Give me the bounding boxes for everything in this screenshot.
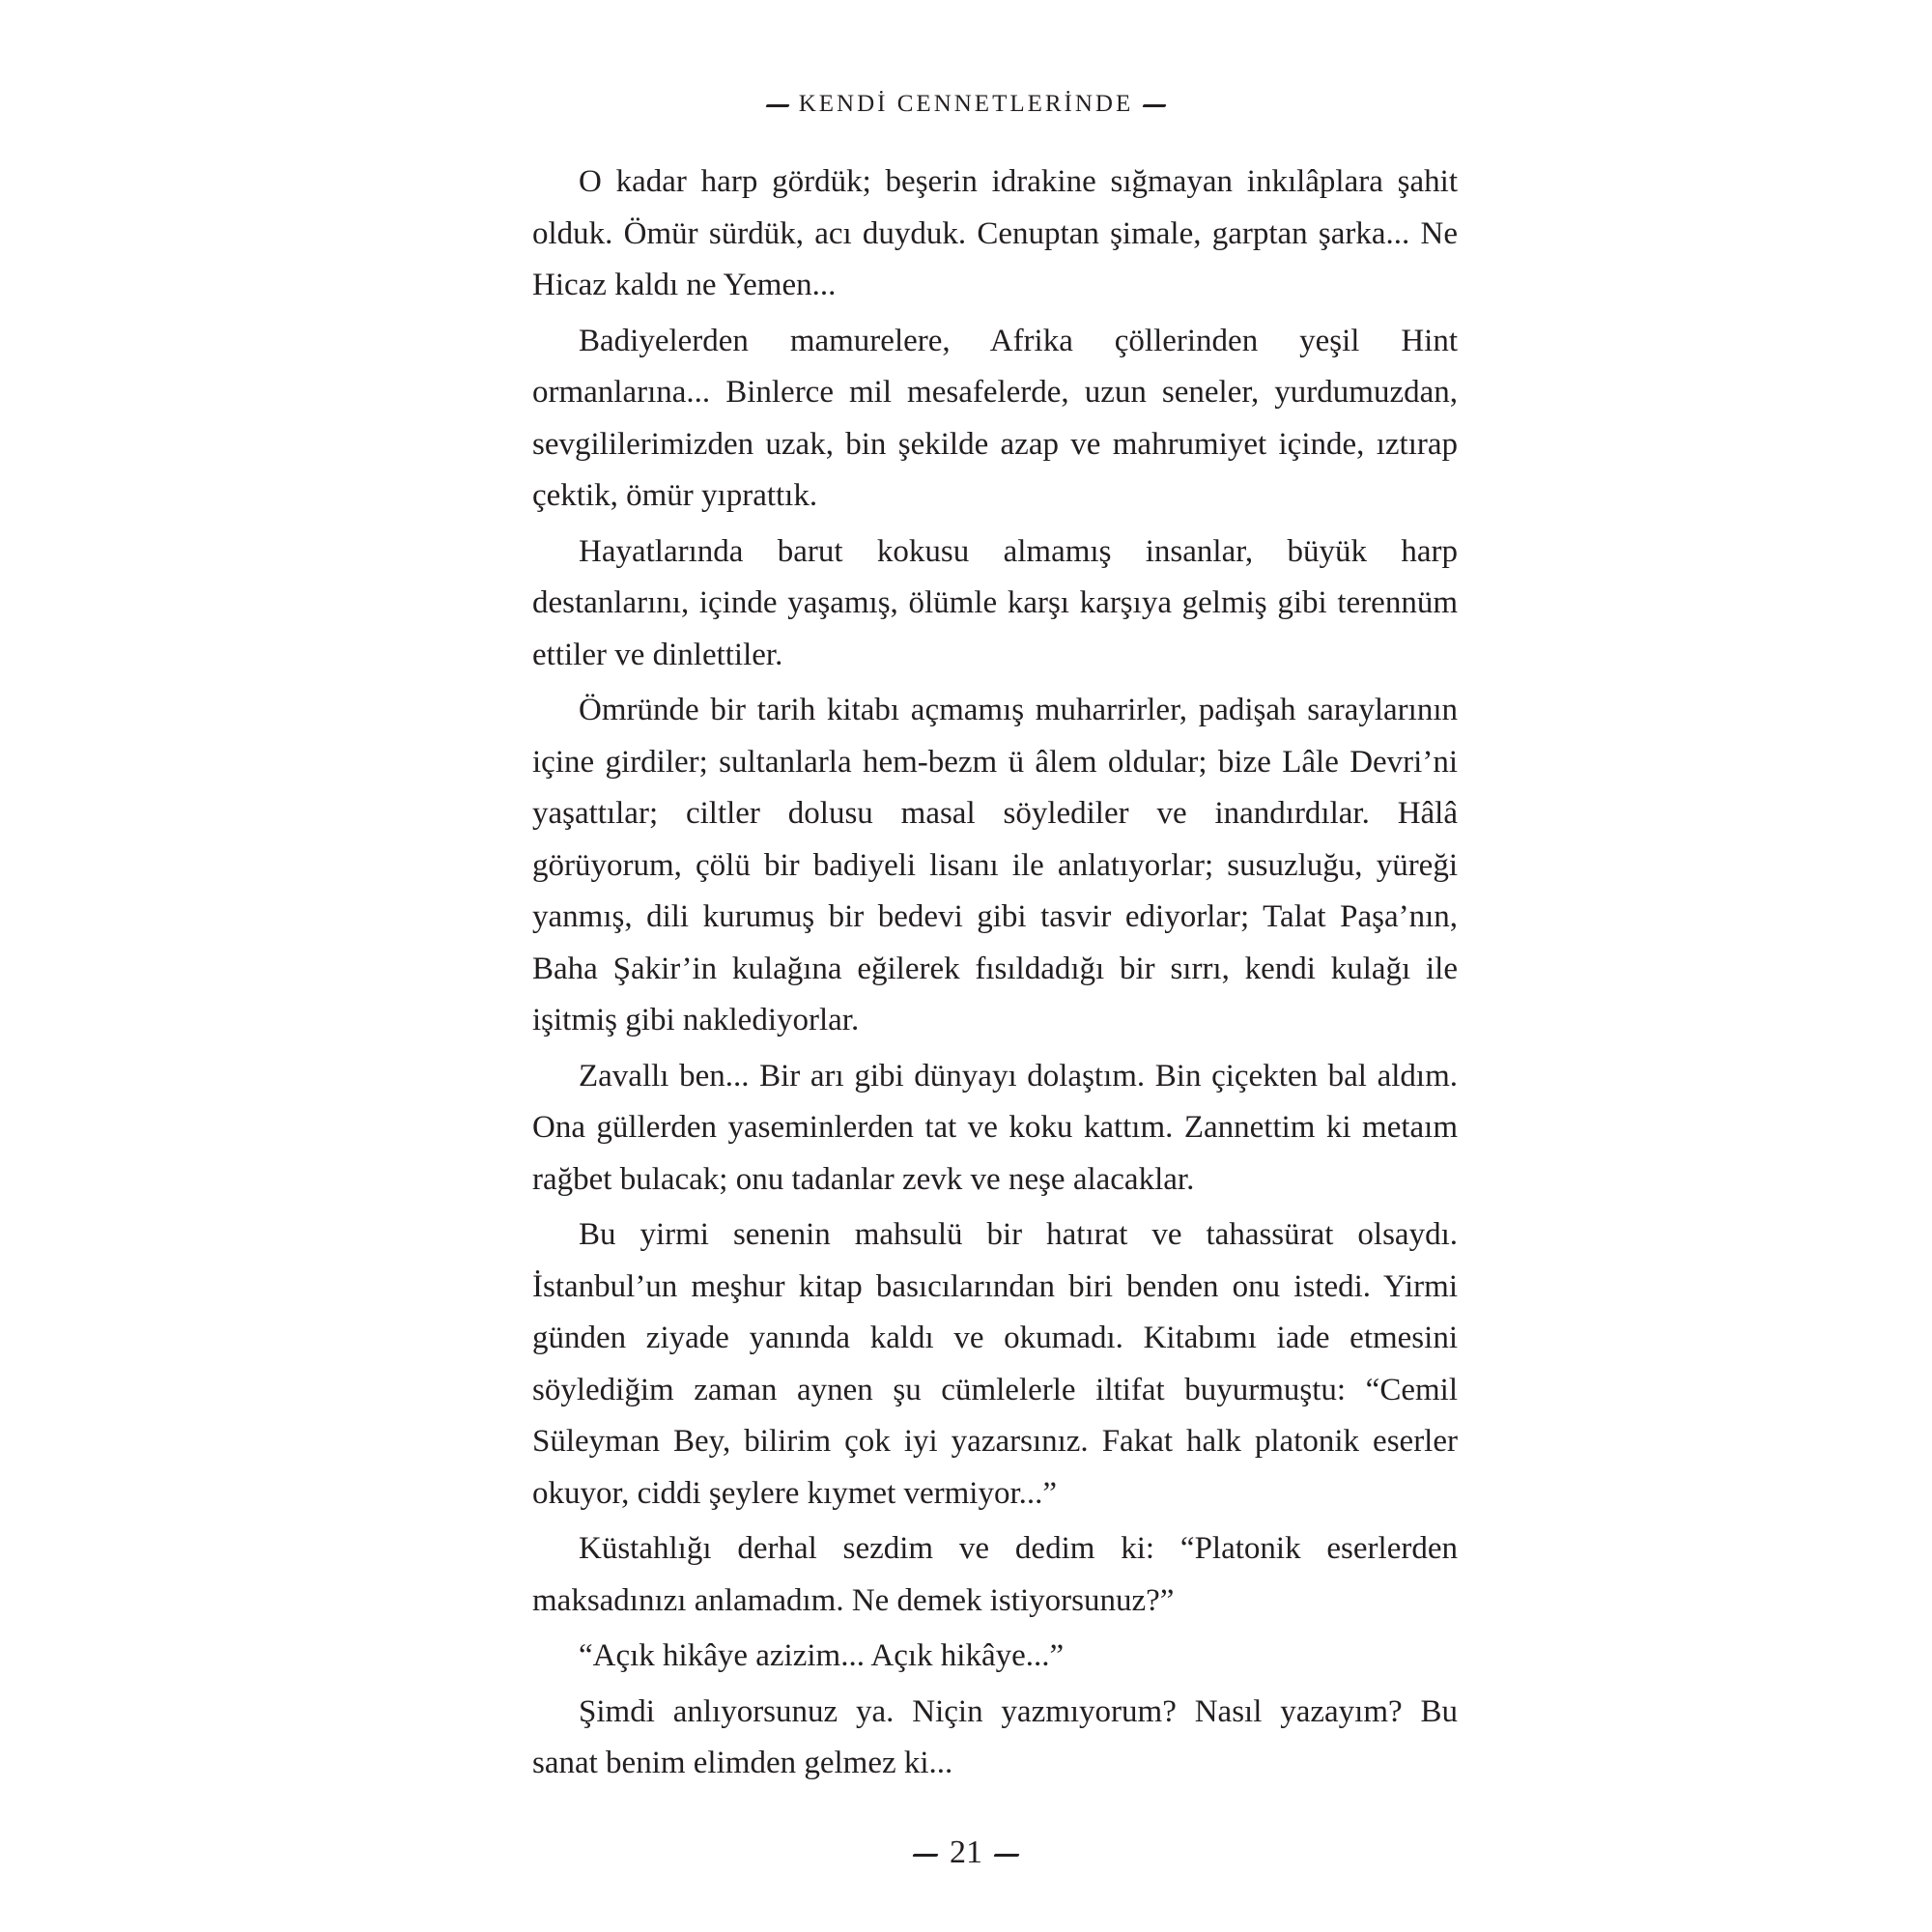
paragraph: Küstahlığı derhal sezdim ve dedim ki: “Platonik eserlerden maksadınızı anlamadım. Ne demek istiyorsunuz?” [532,1531,1458,1618]
right-ornament-dash [993,1854,1019,1857]
left-ornament-dash [912,1854,938,1857]
running-head [0,85,1932,124]
paragraph: Badiyelerden mamurelere, Afrika çöllerinden yeşil Hint ormanlarına... Binlerce mil mesafelerde, uzun seneler, yurdumuzdan, sevgililerimizden uzak, bin şekilde azap ve mahrumiyet içinde, ıztırap çektik, ömür yıprattık. [532,323,1458,513]
paragraph: “Açık hikâye azizim... Açık hikâye...” [579,1638,1065,1673]
paragraph: Zavallı ben... Bir arı gibi dünyayı dolaştım. Bin çiçekten bal aldım. Ona güllerden yaseminlerden tat ve koku kattım. Zannettim ki metaım rağbet bulacak; onu tadanlar zevk ve neşe alacaklar. [532,1058,1458,1197]
paragraph: Bu yirmi senenin mahsulü bir hatırat ve tahassürat olsaydı. İstanbul’un meşhur kitap basıcılarından biri benden onu istedi. Yirmi günden ziyade yanında kaldı ve okumadı. Kitabımı iade etmesini söylediğim zaman aynen şu cümlelerle iltifat buyurmuştu: “Cemil Süleyman Bey, bilirim çok iyi yazarsınız. Fakat halk platonik eserler okuyor, ciddi şeylere kıymet vermiyor...” [532,1217,1458,1511]
page-number: 21 [950,1834,982,1870]
body-text [532,156,1458,1794]
paragraph: Hayatlarında barut kokusu almamış insanlar, büyük harp destanlarını, içinde yaşamış, ölümle karşı karşıya gelmiş gibi terennüm ettiler ve dinlettiler. [532,533,1458,672]
paragraph: O kadar harp gördük; beşerin idrakine sığmayan inkılâplara şahit olduk. Ömür sürdük, acı duyduk. Cenuptan şimale, garptan şarka... Ne Hicaz kaldı ne Yemen... [532,164,1458,302]
right-ornament-dash [1143,104,1167,107]
paragraph: Şimdi anlıyorsunuz ya. Niçin yazmıyorum? Nasıl yazayım? Bu sanat benim elimden gelmez ki... [532,1693,1458,1780]
running-head-title: KENDİ CENNETLERİNDE [798,91,1134,117]
page-number-footer [0,1832,1932,1874]
left-ornament-dash [765,104,789,107]
paragraph: Ömründe bir tarih kitabı açmamış muharrirler, padişah saraylarının içine girdiler; sultanlarla hem-bezm ü âlem oldular; bize Lâle Devri’ni yaşattılar; ciltler dolusu masal söylediler ve inandırdılar. Hâlâ görüyorum, çölü bir badiyeli lisanı ile anlatıyorlar; susuzluğu, yüreği yanmış, dili kurumuş bir bedevi gibi tasvir ediyorlar; Talat Paşa’nın, Baha Şakir’in kulağına eğilerek fısıldadığı bir sırrı, kendi kulağı ile işitmiş gibi naklediyorlar. [532,693,1458,1037]
